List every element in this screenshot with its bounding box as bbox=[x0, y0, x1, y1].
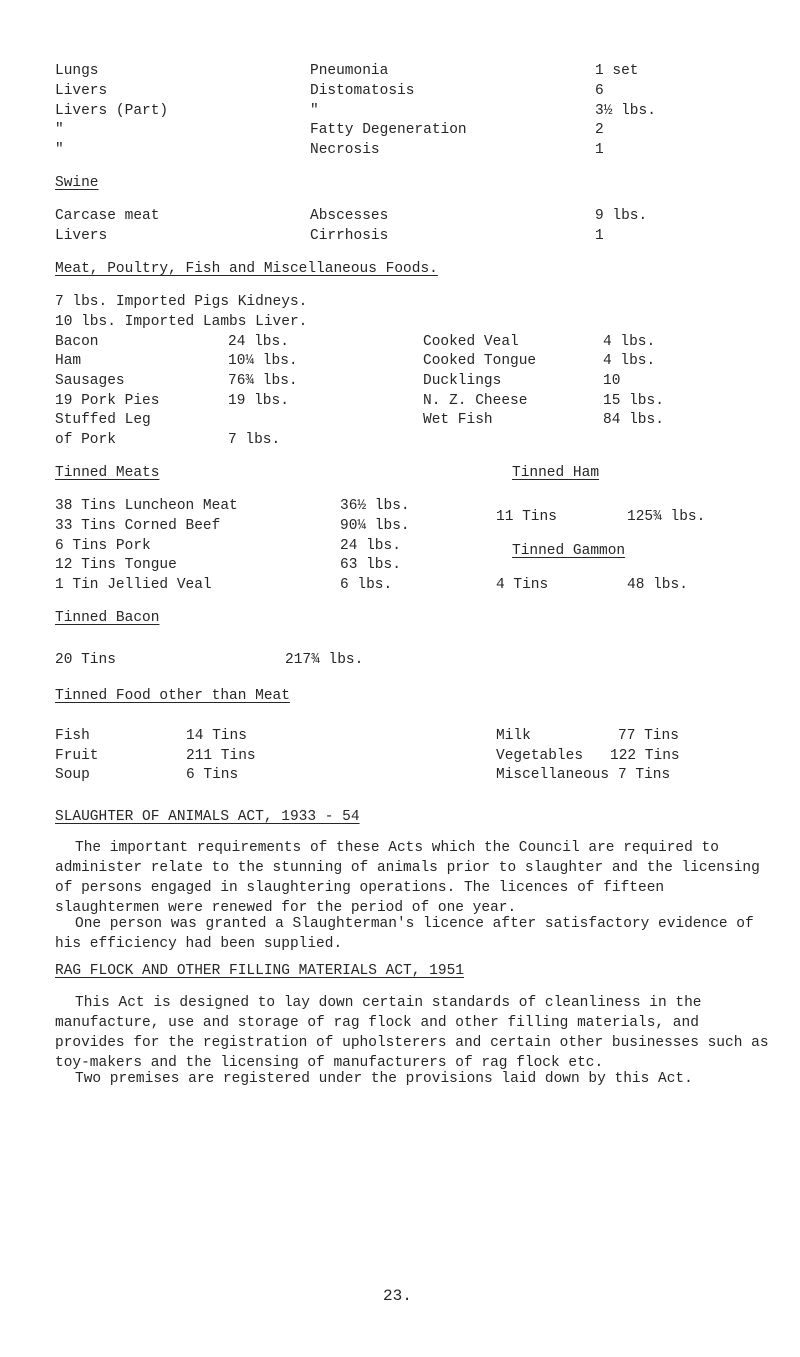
misc-item: Bacon bbox=[55, 334, 99, 350]
tinned-gammon-qty: 48 lbs. bbox=[627, 577, 688, 593]
tinned-bacon-item: 20 Tins bbox=[55, 652, 116, 668]
slaughter-act-heading: SLAUGHTER OF ANIMALS ACT, 1933 - 54 bbox=[55, 809, 360, 825]
misc-qty: 7 lbs. bbox=[228, 432, 281, 448]
condemned-item: " bbox=[55, 142, 64, 158]
tinned-meat-qty: 6 lbs. bbox=[340, 577, 393, 593]
tinned-other-heading: Tinned Food other than Meat bbox=[55, 688, 290, 704]
misc-item: 19 Pork Pies bbox=[55, 393, 160, 409]
tinned-other-item: Soup bbox=[55, 767, 90, 783]
misc-item: Sausages bbox=[55, 373, 125, 389]
tinned-meat-item: 1 Tin Jellied Veal bbox=[55, 577, 212, 593]
misc-qty: 10¼ lbs. bbox=[228, 353, 298, 369]
tinned-gammon-item: 4 Tins bbox=[496, 577, 549, 593]
condemned-item: Livers bbox=[55, 83, 108, 99]
meat-poultry-heading: Meat, Poultry, Fish and Miscellaneous Foods. bbox=[55, 261, 438, 277]
tinned-other-qty: 7 Tins bbox=[618, 767, 671, 783]
tinned-meat-qty: 36½ lbs. bbox=[340, 498, 410, 514]
tinned-other-qty: 6 Tins bbox=[186, 767, 239, 783]
tinned-meat-item: 33 Tins Corned Beef bbox=[55, 518, 221, 534]
condemned-item: Lungs bbox=[55, 63, 99, 79]
swine-item: Livers bbox=[55, 228, 108, 244]
condemned-item: Livers (Part) bbox=[55, 103, 169, 119]
page-number: 23. bbox=[383, 1287, 412, 1305]
tinned-bacon-qty: 217¾ lbs. bbox=[285, 652, 364, 668]
tinned-other-item: Milk bbox=[496, 728, 531, 744]
misc-qty: 10 bbox=[603, 373, 621, 389]
misc-qty: 76¾ lbs. bbox=[228, 373, 298, 389]
misc-item: N. Z. Cheese bbox=[423, 393, 528, 409]
imported-line: 10 lbs. Imported Lambs Liver. bbox=[55, 314, 308, 330]
tinned-meat-qty: 24 lbs. bbox=[340, 538, 401, 554]
tinned-meat-item: 6 Tins Pork bbox=[55, 538, 151, 554]
misc-item: Cooked Veal bbox=[423, 334, 519, 350]
misc-item: of Pork bbox=[55, 432, 116, 448]
misc-item: Wet Fish bbox=[423, 412, 493, 428]
tinned-meat-qty: 90¼ lbs. bbox=[340, 518, 410, 534]
condemned-reason: Pneumonia bbox=[310, 63, 389, 79]
tinned-ham-heading: Tinned Ham bbox=[512, 465, 600, 481]
condemned-qty: 1 bbox=[595, 142, 604, 158]
condemned-qty: 6 bbox=[595, 83, 604, 99]
misc-qty: 19 lbs. bbox=[228, 393, 289, 409]
misc-qty: 24 lbs. bbox=[228, 334, 289, 350]
tinned-ham-qty: 125¾ lbs. bbox=[627, 509, 706, 525]
tinned-other-qty: 77 Tins bbox=[618, 728, 679, 744]
swine-reason: Cirrhosis bbox=[310, 228, 389, 244]
tinned-meat-item: 38 Tins Luncheon Meat bbox=[55, 498, 238, 514]
condemned-reason: Necrosis bbox=[310, 142, 380, 158]
rag-flock-paragraph: Two premises are registered under the provisions laid down by this Act. bbox=[75, 1071, 693, 1087]
tinned-meat-item: 12 Tins Tongue bbox=[55, 557, 177, 573]
misc-item: Ducklings bbox=[423, 373, 502, 389]
swine-qty: 1 bbox=[595, 228, 604, 244]
tinned-other-item: Fish bbox=[55, 728, 90, 744]
tinned-meat-qty: 63 lbs. bbox=[340, 557, 401, 573]
rag-flock-act-heading: RAG FLOCK AND OTHER FILLING MATERIALS ACT, 1951 bbox=[55, 963, 464, 979]
condemned-item: " bbox=[55, 122, 64, 138]
condemned-reason: " bbox=[310, 103, 319, 119]
tinned-bacon-heading: Tinned Bacon bbox=[55, 610, 160, 626]
tinned-other-qty: 211 Tins bbox=[186, 748, 256, 764]
condemned-reason: Distomatosis bbox=[310, 83, 415, 99]
swine-item: Carcase meat bbox=[55, 208, 160, 224]
misc-item: Cooked Tongue bbox=[423, 353, 537, 369]
tinned-other-item: Vegetables bbox=[496, 748, 584, 764]
slaughter-paragraph: The important requirements of these Acts which the Council are required to administer relate to the stunning of animals prior to slaughter and the licensing of persons engaged in slaughtering operations. The licences of fifteen slaughtermen were renewed for the period of one year. bbox=[55, 840, 760, 916]
imported-line: 7 lbs. Imported Pigs Kidneys. bbox=[55, 294, 308, 310]
tinned-other-item: Fruit bbox=[55, 748, 99, 764]
tinned-meats-heading: Tinned Meats bbox=[55, 465, 160, 481]
condemned-qty: 3½ lbs. bbox=[595, 103, 656, 119]
misc-qty: 4 lbs. bbox=[603, 353, 656, 369]
condemned-reason: Fatty Degeneration bbox=[310, 122, 467, 138]
condemned-qty: 1 set bbox=[595, 63, 639, 79]
misc-item: Ham bbox=[55, 353, 82, 369]
rag-flock-paragraph: This Act is designed to lay down certain standards of cleanliness in the manufacture, use and storage of rag flock and other filling materials, and provides for the registration of upholsterers and certain other businesses such as toy-makers and the licensing of manufacturers of rag flock etc. bbox=[55, 995, 769, 1071]
tinned-other-qty: 122 Tins bbox=[610, 748, 680, 764]
slaughter-paragraph: One person was granted a Slaughterman's licence after satisfactory evidence of his efficiency had been supplied. bbox=[55, 916, 754, 952]
tinned-other-qty: 14 Tins bbox=[186, 728, 247, 744]
tinned-other-item: Miscellaneous bbox=[496, 767, 610, 783]
misc-qty: 84 lbs. bbox=[603, 412, 664, 428]
tinned-ham-item: 11 Tins bbox=[496, 509, 557, 525]
tinned-gammon-heading: Tinned Gammon bbox=[512, 543, 626, 559]
swine-qty: 9 lbs. bbox=[595, 208, 648, 224]
misc-item: Stuffed Leg bbox=[55, 412, 151, 428]
misc-qty: 15 lbs. bbox=[603, 393, 664, 409]
swine-heading: Swine bbox=[55, 175, 99, 191]
condemned-qty: 2 bbox=[595, 122, 604, 138]
swine-reason: Abscesses bbox=[310, 208, 389, 224]
misc-qty: 4 lbs. bbox=[603, 334, 656, 350]
